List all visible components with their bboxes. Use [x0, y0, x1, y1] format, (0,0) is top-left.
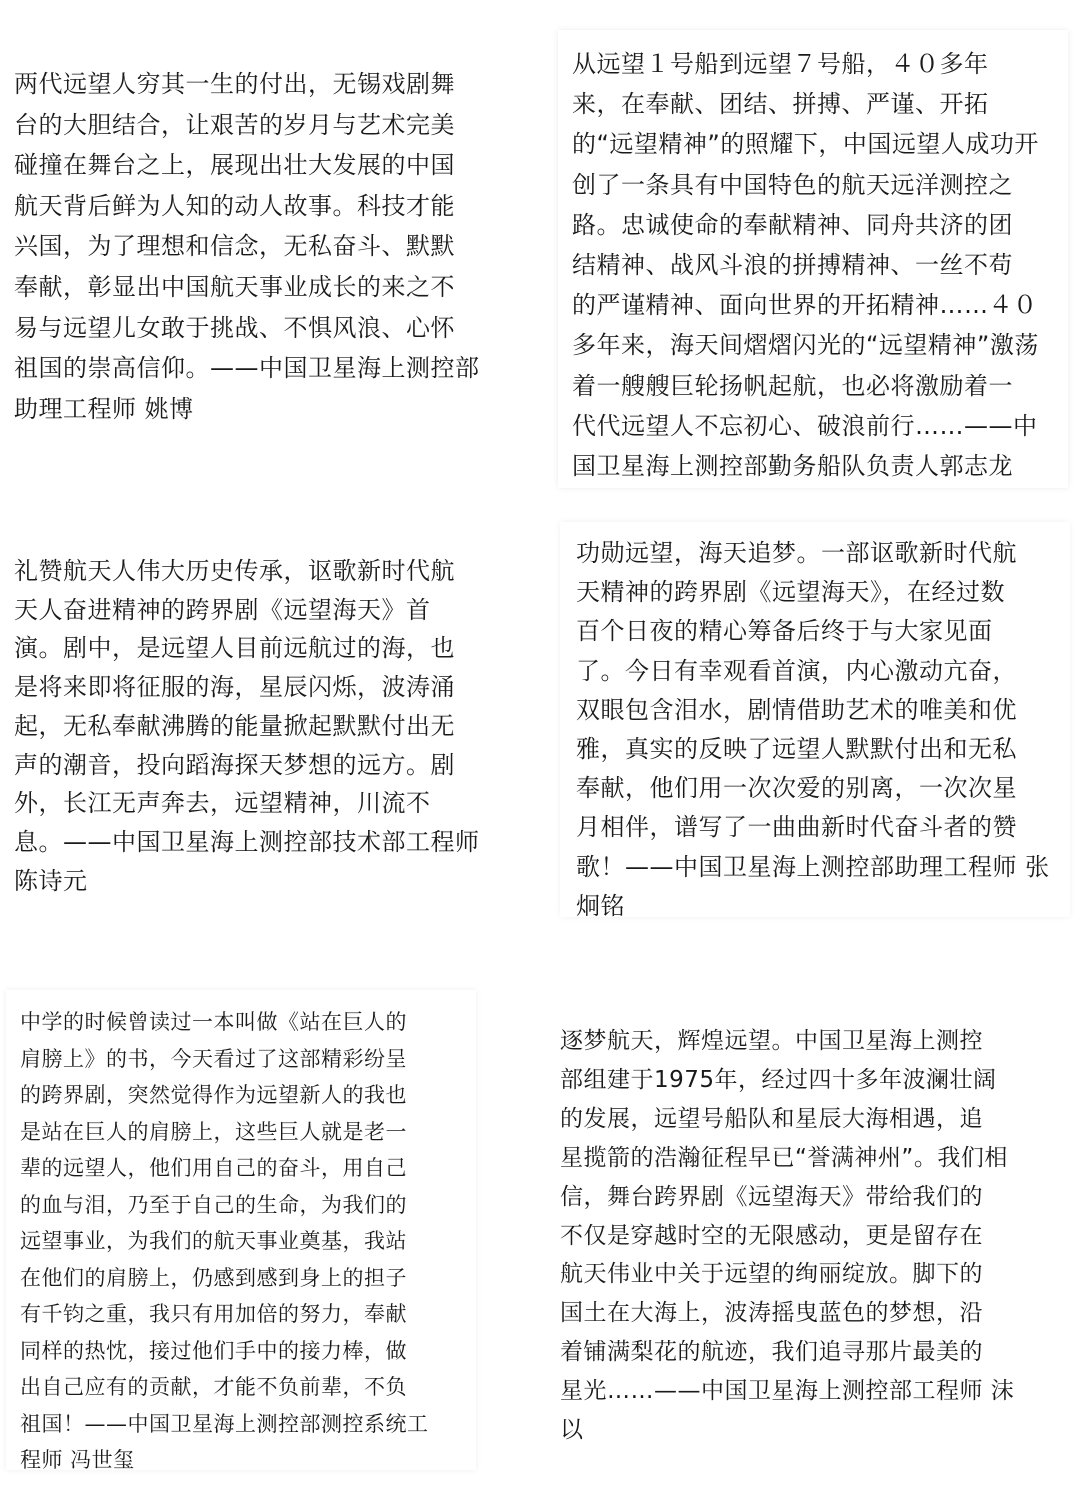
comment-text: 中学的时候曾读过一本叫做《站在巨人的 肩膀上》的书，今天看过了这部精彩纷呈 的跨界剧，突然觉得作为远望新人的我也 是站在巨人的肩膀上，这些巨人就是老一 辈的远望人，他们用自己的奋斗，用自己 的血与泪，乃至于自己的生命，为我们的 远望事业，为我们的航天事业奠基，我站 在他们的肩膀上，仍感到感到身上的担子 有千钧之重，我只有用加倍的努力，奉献 同样的热忱，接过他们手中的接力棒，做 出自己应有的贡献，才能不负前辈，不负 祖国！——中国卫星海上测控部测控系统工 程师 冯世玺: [20, 1010, 429, 1472]
comment-text: 两代远望人穷其一生的付出，无锡戏剧舞 台的大胆结合，让艰苦的岁月与艺术完美 碰撞在舞台之上，展现出壮大发展的中国 航天背后鲜为人知的动人故事。科技才能 兴国，为了理想和信念，无私奋斗、默默 奉献，彰显出中国航天事业成长的来之不 易与远望儿女敢于挑战、不惧风浪、心怀 祖国的崇高信仰。——中国卫星海上测控部 助理工程师 姚博: [14, 70, 480, 423]
comment-card-guo-zhilong: [558, 30, 1068, 488]
comment-card-mo-yi: [548, 1008, 1048, 1448]
comment-text: 逐梦航天，辉煌远望。中国卫星海上测控 部组建于1975年，经过四十多年波澜壮阔 的发展，远望号船队和星辰大海相遇，追 星揽箭的浩瀚征程早已“誉满神州”。我们相 信，舞台跨界剧《远望海天》带给我们的 不仅是穿越时空的无限感动，更是留存在 航天伟业中关于远望的绚丽绽放。脚下的 国土在大海上，波涛摇曳蓝色的梦想，沿 着铺满梨花的航迹，我们追寻那片最美的 星光……——中国卫星海上测控部工程师 沫 以: [560, 1028, 1015, 1444]
comment-text: 从远望１号船到远望７号船，４０多年 来，在奉献、团结、拼搏、严谨、开拓 的“远望精神”的照耀下，中国远望人成功开 创了一条具有中国特色的航天远洋测控之 路。忠诚使命的奉献精神、同舟共济的团 结精神、战风斗浪的拼搏精神、一丝不苟 的严谨精神、面向世界的开拓精神……４０ 多年来，海天间熠熠闪光的“远望精神”激荡 着一艘艘巨轮扬帆起航，也必将激励着一 代代远望人不忘初心、破浪前行……——中 国卫星海上测控部勤务船队负责人郭志龙: [572, 50, 1039, 481]
comment-card-yao-bo: [0, 48, 520, 448]
comment-card-zhang-jiongming: [560, 522, 1070, 920]
comment-card-chen-shiyuan: [0, 540, 520, 900]
comment-text: 功勋远望，海天追梦。一部讴歌新时代航 天精神的跨界剧《远望海天》，在经过数 百个日夜的精心筹备后终于与大家见面 了。今日有幸观看首演，内心激动亢奋， 双眼包含泪水，剧情借助艺术的唯美和优 雅，真实的反映了远望人默默付出和无私 奉献，他们用一次次爱的别离，一次次星 月相伴，谱写了一曲曲新时代奋斗者的赞 歌！——中国卫星海上测控部助理工程师 张 炯铭: [576, 539, 1050, 920]
comment-card-feng-shixi: [6, 990, 476, 1470]
comment-text: 礼赞航天人伟大历史传承，讴歌新时代航 天人奋进精神的跨界剧《远望海天》首 演。剧中，是远望人目前远航过的海，也 是将来即将征服的海，星辰闪烁，波涛涌 起，无私奉献沸腾的能量掀起默默付出无 声的潮音，投向蹈海探天梦想的远方。剧 外，长江无声奔去，远望精神，川流不 息。——中国卫星海上测控部技术部工程师 陈诗元: [14, 557, 480, 895]
